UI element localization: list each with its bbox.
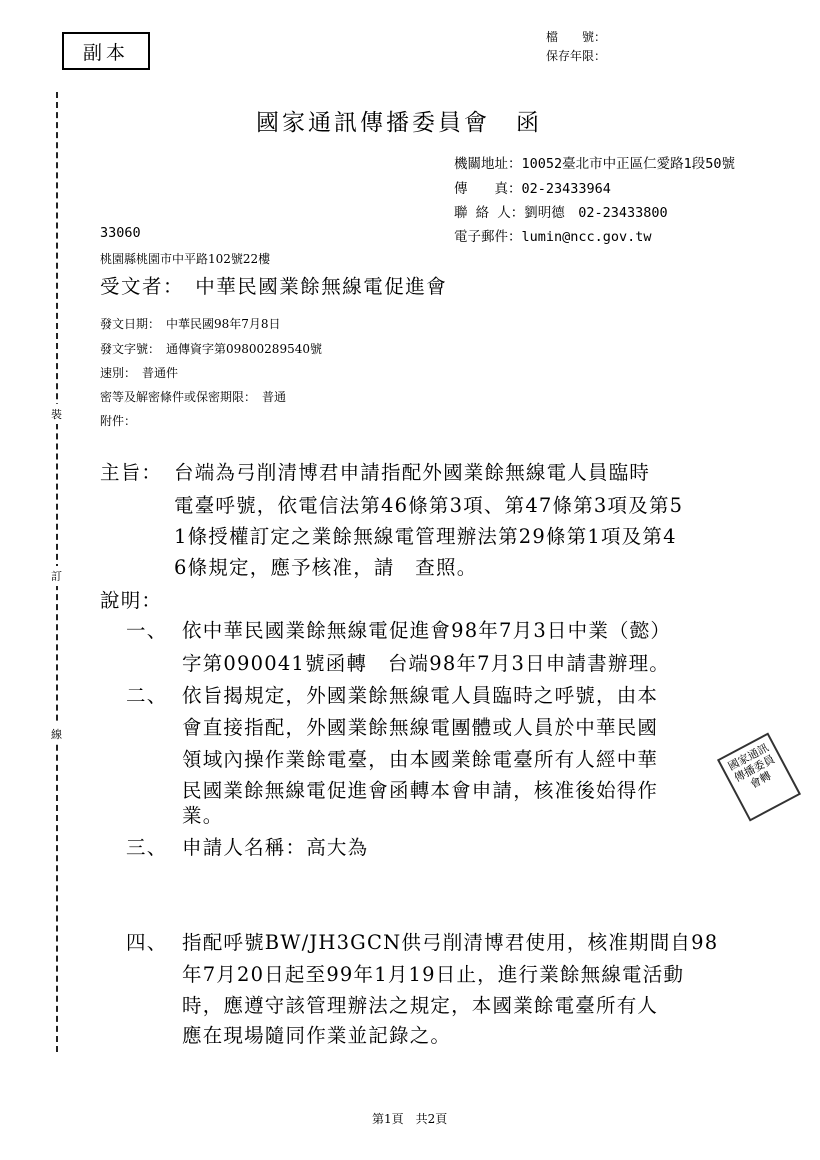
item-line: 會直接指配，外國業餘無線電團體或人員於中華民國 xyxy=(182,716,659,739)
meta-classification: 密等及解密條件或保密期限： 普通 xyxy=(100,390,287,404)
binding-mark-1: 裝 xyxy=(51,404,62,424)
item-number: 二、 xyxy=(126,684,168,707)
item-line: 民國業餘無線電促進會函轉本會申請，核准後始得作 xyxy=(182,779,659,802)
agency-fax: 傳 真：02-23433964 xyxy=(454,181,611,197)
item-line: 申請人名稱：高大為 xyxy=(182,836,369,859)
recipient-line: 受文者： 中華民國業餘無線電促進會 xyxy=(100,275,448,298)
item-line: 時，應遵守該管理辦法之規定，本國業餘電臺所有人 xyxy=(182,994,659,1017)
meta-speed: 速別： 普通件 xyxy=(100,366,179,380)
item-number: 一、 xyxy=(126,619,168,642)
item-line: 字第090041號函轉 台端98年7月3日申請書辦理。 xyxy=(182,652,670,675)
subject-line: 電臺呼號，依電信法第46條第3項、第47條第3項及第5 xyxy=(174,494,684,517)
item-line: 依旨揭規定，外國業餘無線電人員臨時之呼號，由本 xyxy=(182,684,659,707)
meta-number: 發文字號： 通傳資字第09800289540號 xyxy=(100,342,322,356)
copy-label-box xyxy=(62,32,150,70)
copy-label: 副本 xyxy=(82,41,129,64)
item-line: 領域內操作業餘電臺，由本國業餘電臺所有人經中華 xyxy=(182,748,659,771)
item-number: 四、 xyxy=(126,931,168,954)
binding-mark-3: 線 xyxy=(51,724,62,744)
binding-mark-2: 訂 xyxy=(51,566,62,586)
subject-line: 6條規定，應予核准，請 查照。 xyxy=(174,556,478,579)
agency-contact: 聯 絡 人：劉明德 02-23433800 xyxy=(454,205,668,221)
item-line: 依中華民國業餘無線電促進會98年7月3日中業（懿） xyxy=(182,619,672,642)
agency-address: 機關地址：10052臺北市中正區仁愛路1段50號 xyxy=(454,156,736,172)
subject-line: 1條授權訂定之業餘無線電管理辦法第29條第1項及第4 xyxy=(174,525,677,548)
item-line: 指配呼號BW/JH3GCN供弓削清博君使用，核准期間自98 xyxy=(182,931,719,954)
received-stamp xyxy=(717,732,801,821)
recipient-address: 桃園縣桃園市中平路102號22樓 xyxy=(100,252,271,266)
item-line: 應在現場隨同作業並記錄之。 xyxy=(182,1024,452,1047)
page-footer: 第1頁 共2頁 xyxy=(372,1112,448,1126)
subject-line: 台端為弓削清博君申請指配外國業餘無線電人員臨時 xyxy=(174,461,651,484)
stamp-text: 國家通訊傳播委員會轉 xyxy=(725,741,778,791)
subject-label: 主旨： xyxy=(100,461,163,484)
explain-label: 說明： xyxy=(100,589,163,612)
meta-attachment: 附件： xyxy=(100,414,137,428)
agency-email: 電子郵件：lumin@ncc.gov.tw xyxy=(454,229,652,245)
item-line: 年7月20日起至99年1月19日止，進行業餘無線電活動 xyxy=(182,963,685,986)
meta-date: 發文日期： 中華民國98年7月8日 xyxy=(100,317,281,331)
file-number-label: 檔 號： xyxy=(546,30,607,44)
document-title: 國家通訊傳播委員會 函 xyxy=(256,110,542,136)
retention-label: 保存年限： xyxy=(546,49,607,63)
recipient-postcode: 33060 xyxy=(100,225,141,241)
item-number: 三、 xyxy=(126,836,168,859)
item-line: 業。 xyxy=(182,804,224,827)
